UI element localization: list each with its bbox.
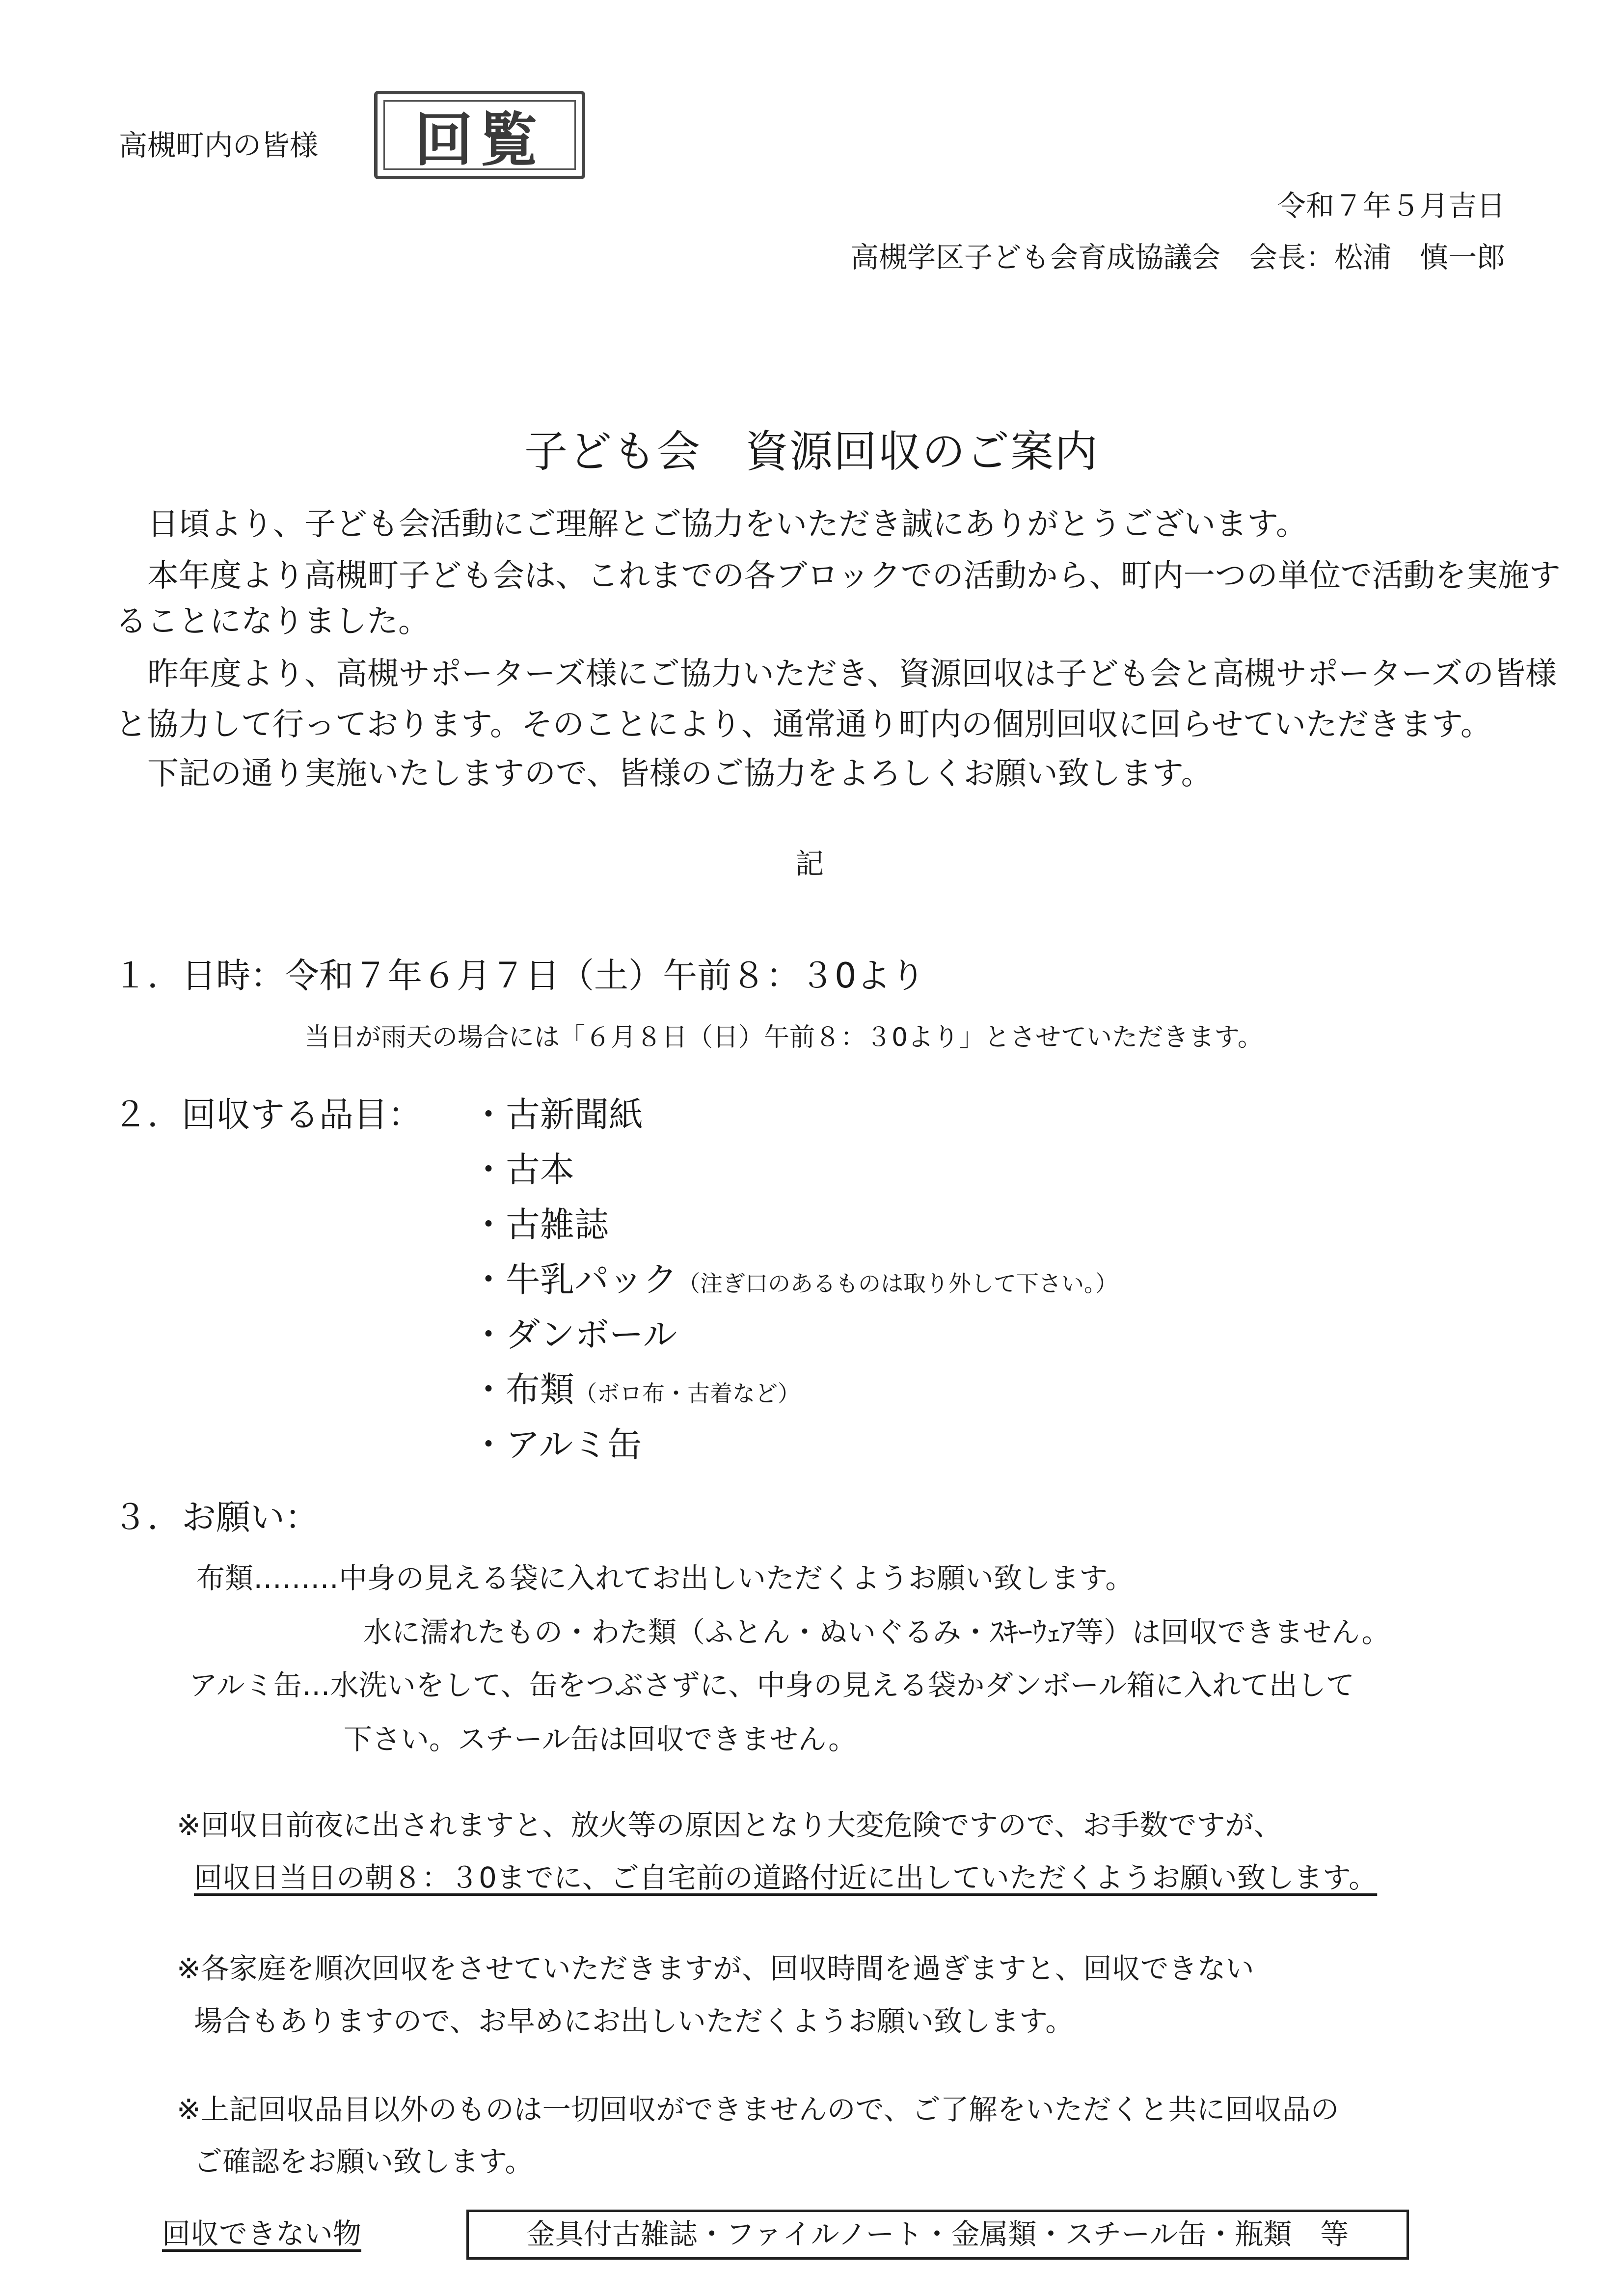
note-1-line-1: ※回収日前夜に出されますと、放火等の原因となり大変危険ですので、お手数ですが、 [177,1808,1282,1842]
cloth-request-line-1: 布類………中身の見える袋に入れてお出しいただくようお願い致します。 [196,1561,1134,1595]
list-item: ・ダンボール [471,1314,677,1355]
can-request-line-2: 下さい。スチール缶は回収できません。 [344,1722,857,1756]
list-item: ・牛乳パック（注ぎ口のあるものは取り外して下さい。） [471,1259,1118,1300]
not-collected-box [466,2210,1409,2260]
can-request-line-1: アルミ缶…水洗いをして、缶をつぶさずに、中身の見える袋かダンボール箱に入れて出して [189,1668,1354,1702]
list-item-note: （ボロ布・古着など） [574,1380,800,1407]
section-requests-heading: ３．お願い： [113,1497,319,1537]
note-1-line-2-underlined: 回収日当日の朝８：３0までに、ご自宅前の道路付近に出していただくようお願い致します。 [194,1861,1378,1894]
note-3-line-2: ご確認をお願い致します。 [194,2145,534,2178]
intro-paragraph-2-line-1: 本年度より高槻町子ども会は、これまでの各ブロックでの活動から、町内一つの単位で活動を実施す [147,558,1561,594]
cloth-request-line-2: 水に濡れたもの・わた類（ふとん・ぬいぐるみ・ｽｷｰｳｪｱ等）は回収できません。 [363,1615,1390,1649]
note-3-line-1: ※上記回収品目以外のものは一切回収ができませんので、ご了解をいただくと共に回収品の [177,2093,1339,2126]
section-datetime-heading: １．日時：令和７年６月７日（土）午前８：３0より [113,956,925,996]
intro-paragraph-1: 日頃より、子ども会活動にご理解とご協力をいただき誠にありがとうございます。 [147,506,1307,543]
note-2-line-2: 場合もありますので、お早めにお出しいただくようお願い致します。 [194,2004,1074,2038]
sender: 高槻学区子ども会育成協議会 会長：松浦 慎一郎 [850,241,1505,274]
intro-paragraph-3-line-2: と協力して行っております。そのことにより、通常通り町内の個別回収に回らせていただきます。 [115,707,1492,743]
list-item: ・アルミ缶 [471,1424,642,1465]
intro-paragraph-4: 下記の通り実施いたしますので、皆様のご協力をよろしくお願い致します。 [147,756,1213,792]
stamp-text: 回覧 [383,100,576,170]
list-item: ・古雑誌 [471,1204,609,1245]
rain-date-note: 当日が雨天の場合には「６月８日（日）午前８：３0より」とさせていただきます。 [304,1023,1263,1052]
addressee: 高槻町内の皆様 [119,129,319,162]
document-date: 令和７年５月吉日 [1277,189,1505,222]
intro-paragraph-3-line-1: 昨年度より、高槻サポーターズ様にご協力いただき、資源回収は子ども会と高槻サポーターズの皆様 [147,656,1557,692]
list-item: ・古本 [471,1149,574,1190]
list-item: ・布類（ボロ布・古着など） [471,1369,800,1410]
note-2-line-1: ※各家庭を順次回収をさせていただきますが、回収時間を過ぎますと、回収できない [177,1952,1254,1985]
collected-items-list [471,1094,1118,1479]
circulation-stamp [374,91,585,179]
list-item-note: （注ぎ口のあるものは取り外して下さい。） [677,1270,1118,1297]
intro-paragraph-2-line-2: ることになりました。 [115,603,430,640]
page-title: 子ども会 資源回収のご案内 [524,426,1099,477]
list-item: ・古新聞紙 [471,1094,643,1135]
not-collected-items: 金具付古雑誌・ファイルノート・金属類・スチール缶・瓶類 等 [526,2217,1349,2251]
section-items-heading: ２．回収する品目： [113,1094,422,1135]
ki-marker: 記 [795,847,824,880]
not-collected-label: 回収できない物 [162,2217,362,2250]
